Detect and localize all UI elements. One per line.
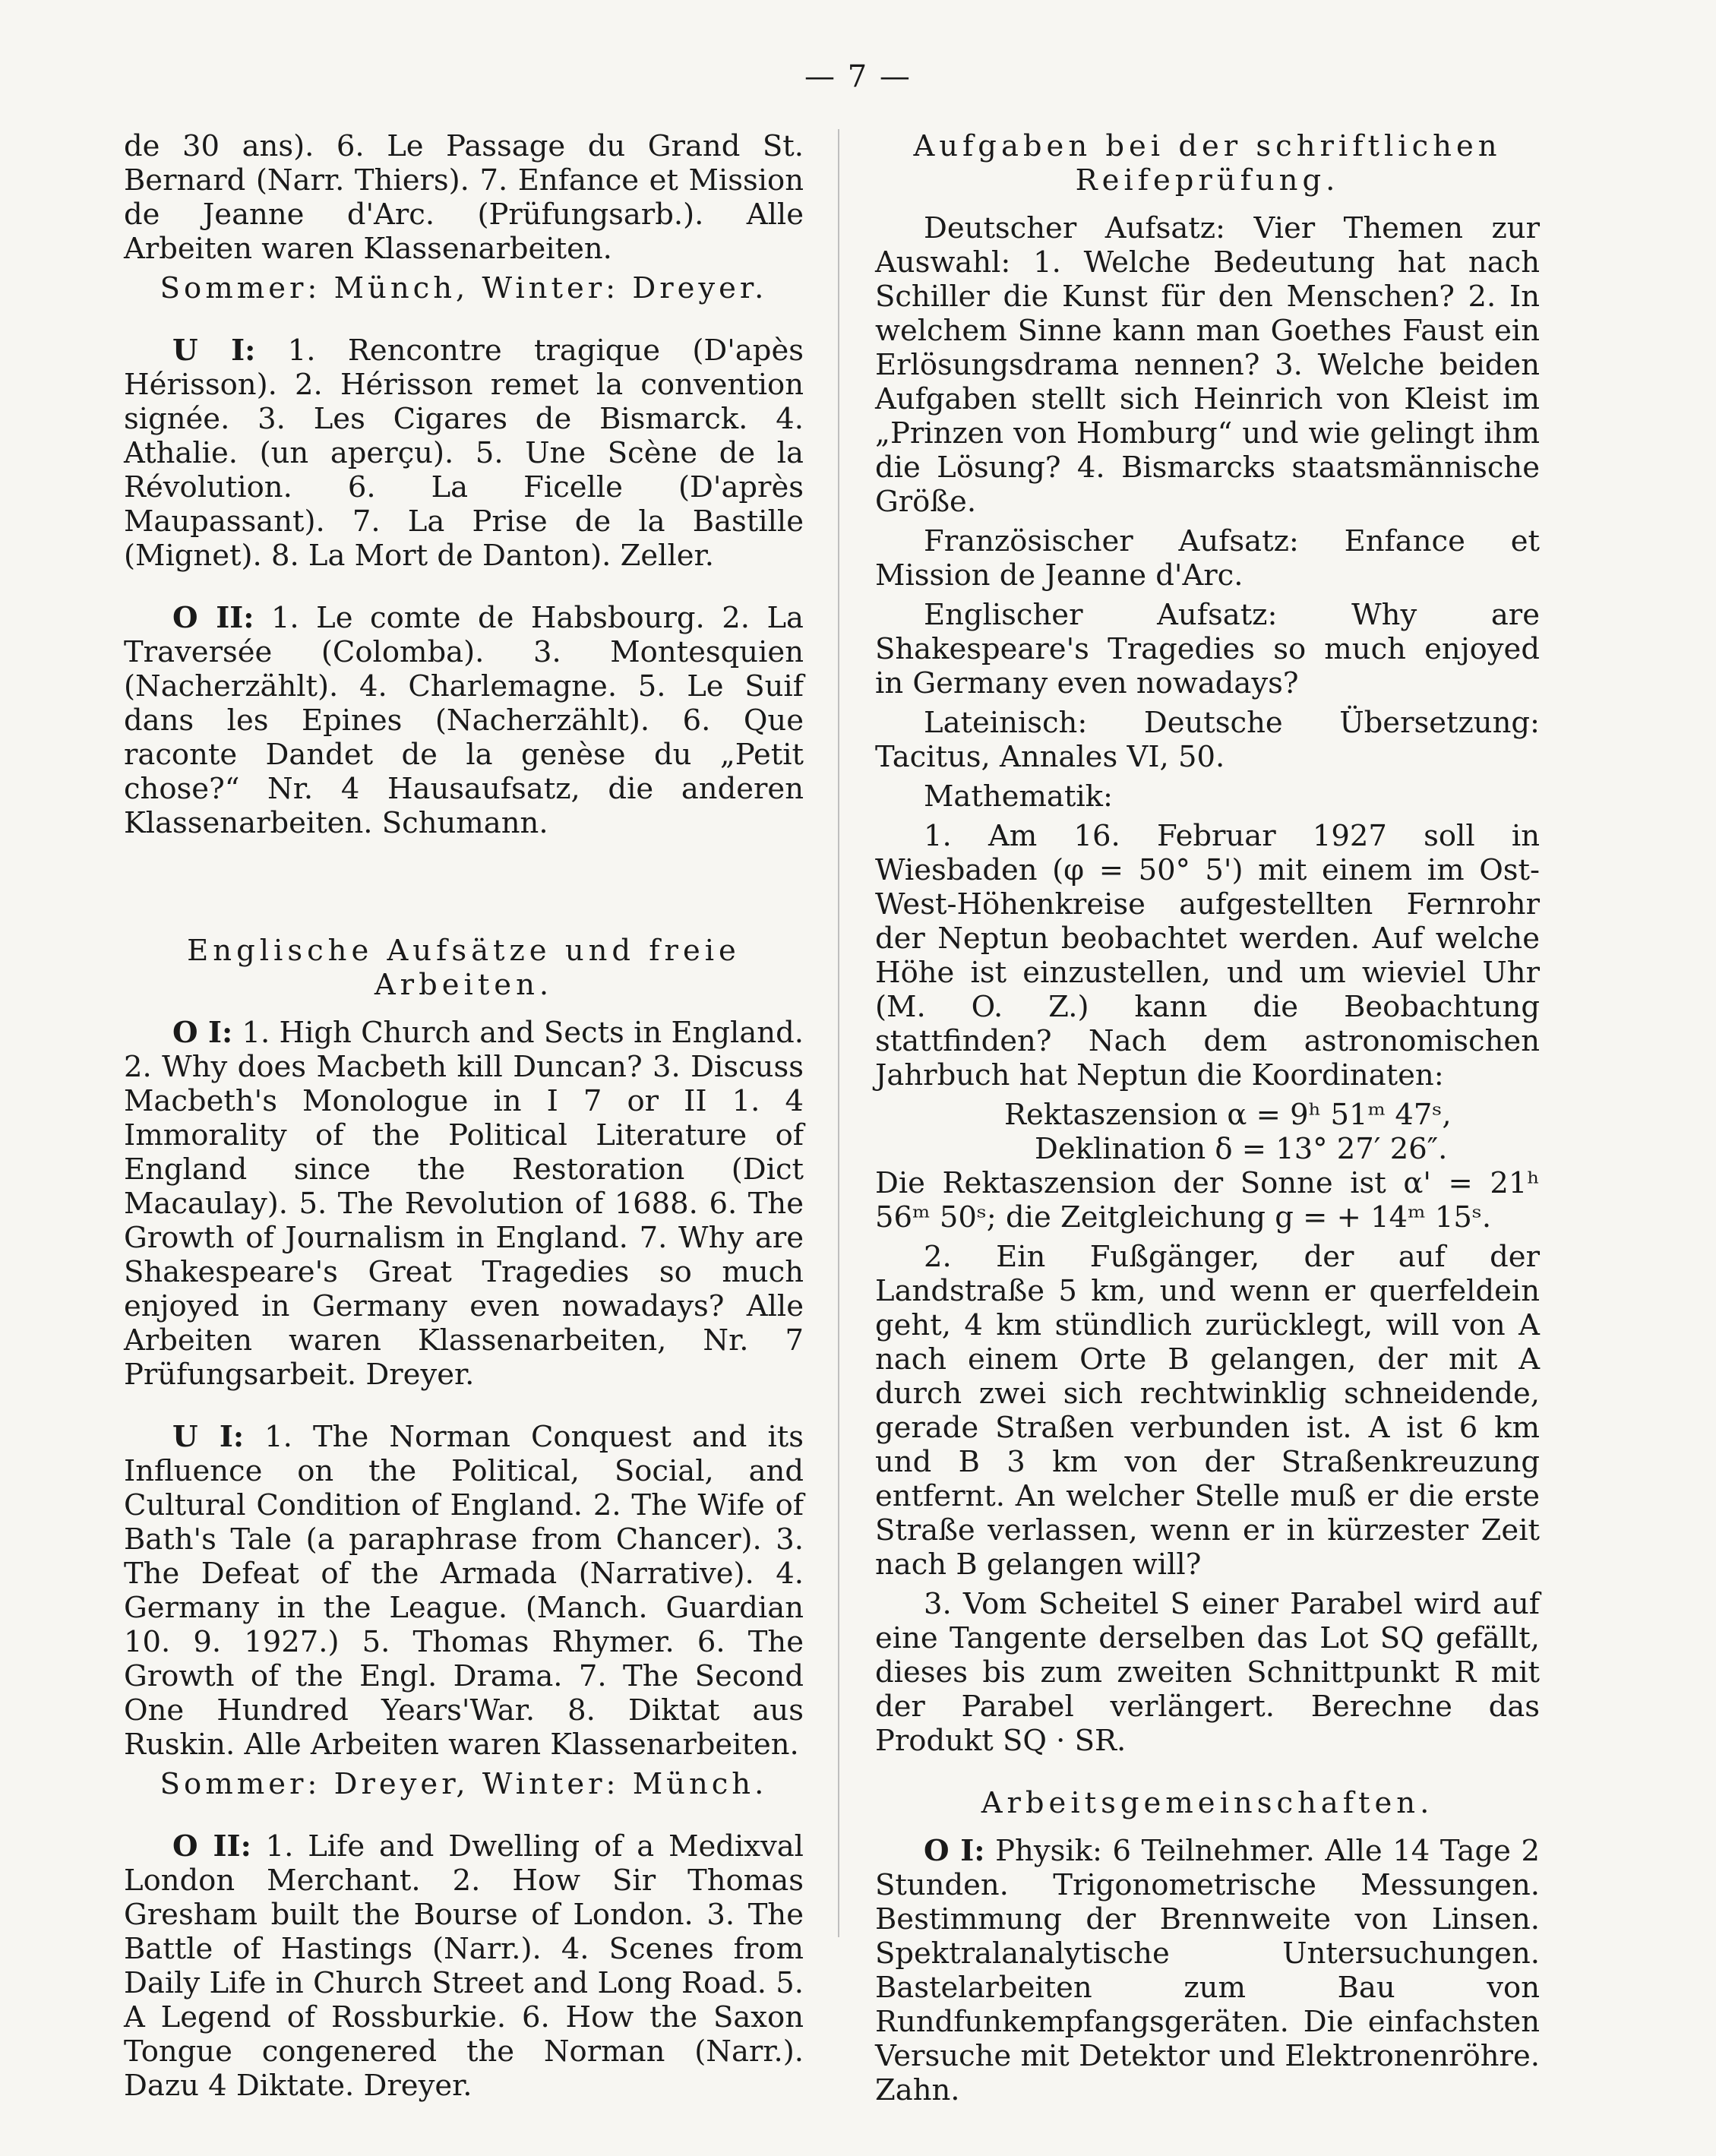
column-divider (838, 129, 839, 1937)
oi-english-paragraph (124, 1016, 804, 1392)
paragraph-text: Physik: 6 Teilnehmer. Alle 14 Tage 2 Stunden. Trigonometrische Messungen. Bestimmung der Brennweite von Linsen. Spektralanalytische Untersuchungen. Bastelarbeiten zum Bau von Rundfunkempfangsgeräten. Die einfachsten Versuche mit Detektor und Elektronenröhre. Zahn. (875, 1834, 1540, 2107)
french-list-continued: de 30 ans). 6. Le Passage du Grand St. Bernard (Narr. Thiers). 7. Enfance et Mission de Jeanne d'Arc. (Prüfungsarb.). Alle Arbeiten waren Klassenarbeiten. (124, 129, 804, 266)
formula-rektaszension: Rektaszension α = 9ʰ 51ᵐ 47ˢ, (1004, 1098, 1452, 1132)
ui-english-paragraph (124, 1420, 804, 1762)
paragraph-text: 1. High Church and Sects in England. 2. Why does Macbeth kill Duncan? 3. Discuss Macbeth's Monologue in I 7 or II 1. 4 Immorality of the Political Literature of England since the Restoration (Dict Macaulay). 5. The Revolution of 1688. 6. The Growth of Journalism in England. 7. Why are Shakespeare's Great Tragedies so much enjoyed in Germany even nowadays? Alle Arbeiten waren Klassenarbeiten, Nr. 7 Prüfungsarbeit. Dreyer. (124, 1016, 804, 1392)
math-task-3: 3. Vom Scheitel S einer Parabel wird auf eine Tangente derselben das Lot SQ gefällt, dieses bis zum zweiten Schnittpunkt R mit der Parabel verlängert. Berechne das Produkt SQ · SR. (875, 1587, 1540, 1758)
exam-section-heading: Aufgaben bei der schriftlichen Reifeprüfung. (913, 129, 1502, 198)
paragraph-text: 1. The Norman Conquest and its Influence on the Political, Social, and Cultural Condition of England. 2. The Wife of Bath's Tale (a paraphrase from Chancer). 3. The Defeat of the Armada (Narrative). 4. Germany in the League. (Manch. Guardian 10. 9. 1927.) 5. Thomas Rhymer. 6. The Growth of the Engl. Drama. 7. The Second One Hundred Years'War. 8. Diktat aus Ruskin. Alle Arbeiten waren Klassenarbeiten. (124, 1420, 804, 1762)
page-number: — 7 — (804, 59, 912, 94)
class-label: U I: (172, 334, 256, 368)
math-task-1-end: Die Rektaszension der Sonne ist α' = 21ʰ 56ᵐ 50ˢ; die Zeitgleichung g = + 14ᵐ 15ˢ. (875, 1166, 1540, 1234)
left-column (124, 129, 804, 2108)
class-label: O I: (924, 1834, 985, 1868)
ui-french-paragraph (124, 334, 804, 573)
french-essay-paragraph: Französischer Aufsatz: Enfance et Mission de Jeanne d'Arc. (875, 524, 1540, 593)
math-task-2: 2. Ein Fußgänger, der auf der Landstraße 5 km, und wenn er querfeldein geht, 4 km stündlich zurücklegt, will von A nach einem Orte B gelangen, der mit A durch zwei sich rechtwinklig schneidende, gerade Straßen verbunden ist. A ist 6 km und B 3 km von der Straßenkreuzung entfernt. An welcher Stelle muß er die erste Straße verlassen, wenn er in kürzester Zeit nach B gelangen will? (875, 1240, 1540, 1582)
oii-english-paragraph (124, 1829, 804, 2103)
english-essay-paragraph: Englischer Aufsatz: Why are Shakespeare's Tragedies so much enjoyed in Germany even nowadays? (875, 598, 1540, 700)
class-label: U I: (172, 1420, 245, 1454)
right-column (875, 129, 1540, 2113)
english-section-heading: Englische Aufsätze und freie Arbeiten. (187, 934, 741, 1002)
german-essay-paragraph: Deutscher Aufsatz: Vier Themen zur Auswahl: 1. Welche Bedeutung hat nach Schiller die Kunst für den Menschen? 2. In welchem Sinne kann man Goethes Faust ein Erlösungsdrama nennen? 3. Welche beiden Aufgaben stellt sich Heinrich von Kleist im „Prinzen von Homburg“ und wie gelingt ihm die Lösung? 4. Bismarcks staatsmännische Größe. (875, 211, 1540, 519)
teachers-line: Sommer: Münch, Winter: Dreyer. (160, 271, 768, 305)
paragraph-text: 1. Life and Dwelling of a Medixval London Merchant. 2. How Sir Thomas Gresham built the Bourse of London. 3. The Battle of Hastings (Narr.). 4. Scenes from Daily Life in Church Street and Long Road. 5. A Legend of Rossburkie. 6. How the Saxon Tongue congenered the Norman (Narr.). Dazu 4 Diktate. Dreyer. (124, 1829, 804, 2103)
math-label: Mathematik: (924, 779, 1113, 814)
work-group-paragraph (875, 1834, 1540, 2107)
math-task-1: 1. Am 16. Februar 1927 soll in Wiesbaden (φ = 50° 5') mit einem im Ost-West-Höhenkreise aufgestellten Fernrohr der Neptun beobachtet werden. Auf welche Höhe ist einzustellen, und um wieviel Uhr (M. O. Z.) kann die Beobachtung stattfinden? Nach dem astronomischen Jahrbuch hat Neptun die Koordinaten: (875, 819, 1540, 1092)
oii-french-paragraph (124, 601, 804, 840)
class-label: O II: (172, 601, 254, 635)
paragraph-text: 1. Rencontre tragique (D'apès Hérisson). 2. Hérisson remet la convention signée. 3. Les Cigares de Bismarck. 4. Athalie. (un aperçu). 5. Une Scène de la Révolution. 6. La Ficelle (D'après Maupassant). 7. La Prise de la Bastille (Mignet). 8. La Mort de Danton). Zeller. (124, 334, 804, 573)
paragraph-text: 1. Le comte de Habsbourg. 2. La Traversée (Colomba). 3. Montesquien (Nacherzählt). 4. Charlemagne. 5. Le Suif dans les Epines (Nacherzählt). 6. Que raconte Dandet de la genèse du „Petit chose?“ Nr. 4 Hausaufsatz, die anderen Klassenarbeiten. Schumann. (124, 601, 804, 840)
class-label: O II: (172, 1829, 251, 1864)
teachers-line: Sommer: Dreyer, Winter: Münch. (160, 1767, 768, 1801)
work-groups-heading: Arbeitsgemeinschaften. (981, 1786, 1434, 1820)
class-label: O I: (172, 1016, 233, 1050)
latin-paragraph: Lateinisch: Deutsche Übersetzung: Tacitus, Annales VI, 50. (875, 706, 1540, 774)
formula-deklination: Deklination δ = 13° 27′ 26″. (1035, 1132, 1448, 1166)
